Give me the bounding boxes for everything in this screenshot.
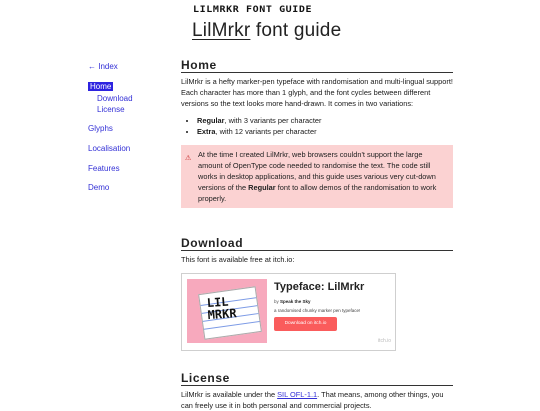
license-text-after: . That means, among other things, you can freely use it in both personal and commercial projects. xyxy=(181,390,444,410)
download-text: This font is available free at itch.io: xyxy=(181,255,295,264)
nav-item-localisation[interactable]: Localisation xyxy=(88,144,131,153)
nav-subitem-download[interactable]: Download xyxy=(97,94,133,103)
variation-regular-detail: , with 3 variants per character xyxy=(224,116,322,125)
warning-bold: Regular xyxy=(248,183,276,192)
card-author-prefix: by xyxy=(274,299,281,304)
back-to-index-link[interactable]: ← Index xyxy=(88,62,118,71)
variation-regular xyxy=(197,115,453,126)
download-heading: Download xyxy=(181,238,453,251)
variation-extra-name: Extra xyxy=(197,127,216,136)
variation-regular-name: Regular xyxy=(197,116,225,125)
license-text-before: LilMrkr is available under the xyxy=(181,390,278,399)
page-title-rest: font guide xyxy=(250,20,342,41)
thumbnail-logo xyxy=(206,295,237,321)
home-heading: Home xyxy=(181,60,453,73)
card-title[interactable]: Typeface: LilMrkr xyxy=(274,281,365,293)
nav-item-features[interactable]: Features xyxy=(88,164,120,173)
thumbnail-paper xyxy=(198,286,262,340)
warning-icon: ⚠ xyxy=(185,155,192,162)
itch-brand-logo: itch.io xyxy=(377,338,391,344)
nav-item-demo[interactable]: Demo xyxy=(88,183,110,192)
variation-extra-detail: , with 12 variants per character xyxy=(215,127,317,136)
license-heading: License xyxy=(181,373,453,386)
nav-item-home[interactable]: Home xyxy=(90,82,112,91)
thumbnail-logo-line1: LIL xyxy=(206,294,229,311)
home-section xyxy=(181,60,453,208)
warning-text-end: font to allow demos of the randomisation to work properly. xyxy=(198,183,437,203)
nav-subitem-license[interactable]: License xyxy=(97,105,125,114)
card-author-name[interactable]: Speak the Sky xyxy=(280,299,311,304)
license-text xyxy=(181,389,453,411)
warning-box xyxy=(181,145,453,208)
itch-embed-card[interactable] xyxy=(181,273,396,351)
home-intro: LilMrkr is a hefty marker-pen typeface with randomisation and multi-lingual support! Each character has more than 1 glyph, and the font cycles between different versions so the text looks more hand-drawn. It comes in two variations: xyxy=(181,77,453,108)
variation-extra xyxy=(197,126,453,137)
page-title-brand: LilMrkr xyxy=(192,20,251,41)
license-section xyxy=(181,373,453,411)
warning-text: At the time I created LilMrkr, web browsers couldn't support the large amount of OpenType code needed to randomise the text. The code still works in desktop applications, and this guide uses various very cut-down versions of the xyxy=(198,150,436,192)
download-on-itch-button[interactable]: Download on itch.io xyxy=(274,317,337,331)
page-title xyxy=(192,20,341,42)
card-description: a randomised chunky marker pen typeface! xyxy=(274,308,361,313)
download-section xyxy=(181,238,453,351)
nav-item-glyphs[interactable]: Glyphs xyxy=(88,124,113,133)
thumbnail-logo-line2: MRKR xyxy=(207,306,238,323)
font-thumbnail xyxy=(187,279,267,343)
site-banner: LILMRKR FONT GUIDE xyxy=(193,4,313,15)
variations-list xyxy=(181,115,453,137)
license-link[interactable]: SIL OFL-1.1 xyxy=(277,390,318,399)
